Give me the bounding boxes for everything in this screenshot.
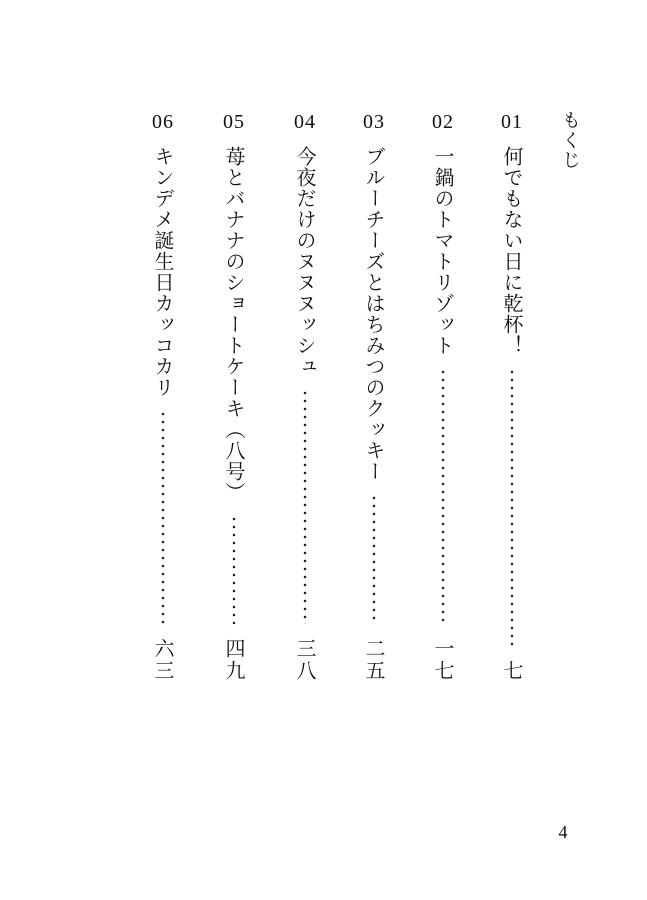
entry-title-line <box>362 146 386 682</box>
dot-leader <box>431 368 455 624</box>
toc-heading: もくじ <box>559 110 581 170</box>
entry-number: 04 <box>294 111 316 133</box>
toc-entry-01 <box>495 112 529 692</box>
dot-leader <box>151 410 175 624</box>
entry-title: ブルーチーズとはちみつのクッキー <box>362 146 386 482</box>
entry-number: 03 <box>363 111 385 133</box>
entry-page: 四九 <box>222 638 246 682</box>
entry-title: 苺とバナナのショートケーキ（八号） <box>222 146 246 503</box>
toc-entry-04 <box>288 112 322 692</box>
entry-title-line <box>151 146 175 682</box>
entry-page: 三八 <box>293 638 317 682</box>
entry-page: 一七 <box>431 638 455 682</box>
toc-entry-05 <box>217 112 251 692</box>
dot-leader <box>222 515 246 624</box>
entry-title: 何でもない日に乾杯！ <box>500 146 524 356</box>
entry-number: 02 <box>432 111 454 133</box>
toc-entry-02 <box>426 112 460 692</box>
entry-number: 05 <box>223 111 245 133</box>
page-number: 4 <box>558 822 568 842</box>
dot-leader <box>362 494 386 624</box>
entry-page: 六三 <box>151 638 175 682</box>
entry-title: 今夜だけのヌヌヌッシュ <box>293 146 317 377</box>
entry-title: 一鍋のトマトリゾット <box>431 146 455 356</box>
entry-title-line <box>222 146 246 682</box>
toc-entry-06 <box>146 112 180 692</box>
entry-title-line <box>431 146 455 682</box>
entry-title-line <box>500 146 524 682</box>
entry-title: キンデメ誕生日カッコカリ <box>151 146 175 398</box>
dot-leader <box>500 368 524 646</box>
entry-number: 06 <box>152 111 174 133</box>
entry-number: 01 <box>501 111 523 133</box>
entry-page: 七 <box>500 660 524 682</box>
dot-leader <box>293 389 317 624</box>
entry-title-line <box>293 146 317 682</box>
toc-entry-03 <box>357 112 391 692</box>
entry-page: 二五 <box>362 638 386 682</box>
